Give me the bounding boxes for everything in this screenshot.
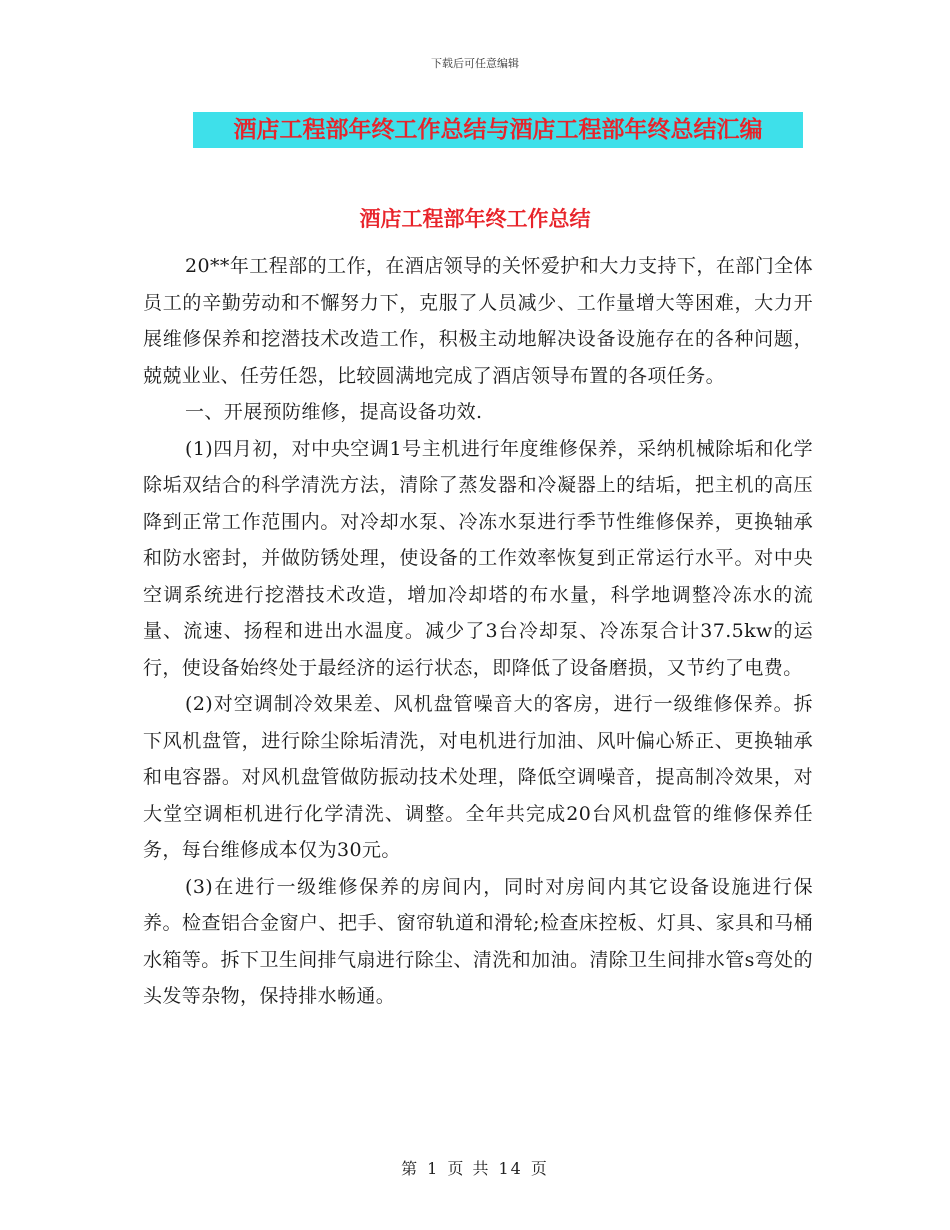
footer-prefix: 第 [401,1159,420,1178]
main-title-highlight [193,112,803,148]
footer-middle: 页 共 [447,1159,491,1178]
main-title: 酒店工程部年终工作总结与酒店工程部年终总结汇编 [233,116,763,143]
section-title: 酒店工程部年终工作总结 [359,206,591,231]
document-body [143,248,813,1015]
paragraph-item-3: (3)在进行一级维修保养的房间内，同时对房间内其它设备设施进行保养。检查铝合金窗户、把手、窗帘轨道和滑轮;检查床控板、灯具、家具和马桶水箱等。拆下卫生间排气扇进行除尘、清洗和加油。清除卫生间排水管s弯处的头发等杂物，保持排水畅通。 [143,875,813,1007]
paragraph-item-2: (2)对空调制冷效果差、风机盘管噪音大的客房，进行一级维修保养。拆下风机盘管，进行除尘除垢清洗，对电机进行加油、风叶偏心矫正、更换轴承和电容器。对风机盘管做防振动技术处理，降低空调噪音，提高制冷效果，对大堂空调柜机进行化学清洗、调整。全年共完成20台风机盘管的维修保养任务，每台维修成本仅为30元。 [143,693,813,861]
footer-suffix: 页 [530,1159,549,1178]
paragraph-intro: 20**年工程部的工作，在酒店领导的关怀爱护和大力支持下，在部门全体员工的辛勤劳动和不懈努力下，克服了人员减少、工作量增大等困难，大力开展维修保养和挖潜技术改造工作，积极主动地解决设备设施存在的各种问题，兢兢业业、任劳任怨，比较圆满地完成了酒店领导布置的各项任务。 [143,255,813,387]
footer-page-number: 1 [427,1159,440,1178]
footer-total-pages: 14 [498,1159,523,1178]
header-note: 下载后可任意编辑 [431,57,519,70]
paragraph-heading-1: 一、开展预防维修，提高设备功效. [185,401,483,423]
paragraph-item-1: (1)四月初，对中央空调1号主机进行年度维修保养，采纳机械除垢和化学除垢双结合的科学清洗方法，清除了蒸发器和冷凝器上的结垢，把主机的高压降到正常工作范围内。对冷却水泵、冷冻水泵进行季节性维修保养，更换轴承和防水密封，并做防锈处理，使设备的工作效率恢复到正常运行水平。对中央空调系统进行挖潜技术改造，增加冷却塔的布水量，科学地调整冷冻水的流量、流速、扬程和进出水温度。减少了3台冷却泵、冷冻泵合计37.5kw的运行，使设备始终处于最经济的运行状态，即降低了设备磨损，又节约了电费。 [143,437,813,679]
page-footer [0,1156,950,1179]
